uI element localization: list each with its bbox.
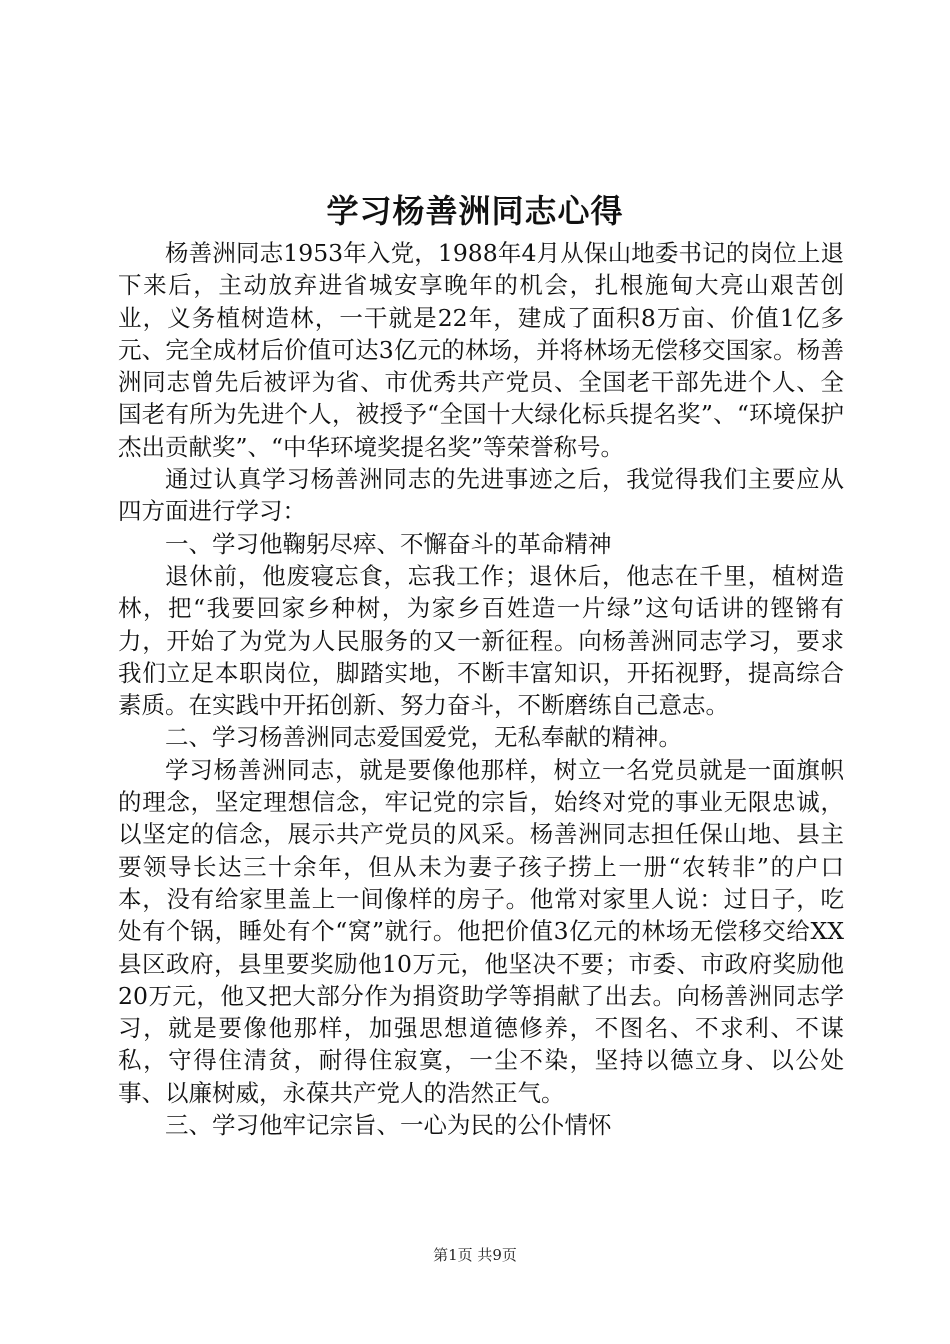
page-number-footer: 第1页 共9页 [433,1246,517,1264]
section-heading-1: 一、学习他鞠躬尽瘁、不懈奋斗的革命精神 [165,529,612,558]
document-body [118,237,844,1141]
paragraph-section-1: 退休前，他废寝忘食，忘我工作；退休后，他志在千里，植树造林，把“我要回家乡种树，为家乡百姓造一片绿”这句话讲的铿锵有力，开始了为党为人民服务的又一新征程。向杨善洲同志学习，要求我们立足本职岗位，脚踏实地，不断丰富知识，开拓视野，提高综合素质。在实践中开拓创新、努力奋斗，不断磨练自己意志。 [118,561,844,720]
section-heading-3: 三、学习他牢记宗旨、一心为民的公仆情怀 [165,1111,612,1140]
paragraph-intro: 杨善洲同志1953年入党，1988年4月从保山地委书记的岗位上退下来后，主动放弃进省城安享晚年的机会，扎根施甸大亮山艰苦创业，义务植树造林，一干就是22年，建成了面积8万亩、价值1亿多元、完全成材后价值可达3亿元的林场，并将林场无偿移交国家。杨善洲同志曾先后被评为省、市优秀共产党员、全国老干部先进个人、全国老有所为先进个人，被授予“全国十大绿化标兵提名奖”、“环境保护杰出贡献奖”、“中华环境奖提名奖”等荣誉称号。 [118,239,844,461]
document-title: 学习杨善洲同志心得 [326,192,624,230]
paragraph-overview: 通过认真学习杨善洲同志的先进事迹之后，我觉得我们主要应从四方面进行学习： [118,465,844,526]
paragraph-section-2: 学习杨善洲同志，就是要像他那样，树立一名党员就是一面旗帜的理念，坚定理想信念，牢记党的宗旨，始终对党的事业无限忠诚，以坚定的信念，展示共产党员的风采。杨善洲同志担任保山地、县主要领导长达三十余年，但从未为妻子孩子捞上一册“农转非”的户口本，没有给家里盖上一间像样的房子。他常对家里人说：过日子，吃处有个锅，睡处有个“窝”就行。他把价值3亿元的林场无偿移交给XX县区政府，县里要奖励他10万元，他坚决不要；市委、市政府奖励他20万元，他又把大部分作为捐资助学等捐献了出去。向杨善洲同志学习，就是要像他那样，加强思想道德修养，不图名、不求利、不谋私，守得住清贫，耐得住寂寞，一尘不染，坚持以德立身、以公处事、以廉树威，永葆共产党人的浩然正气。 [118,755,844,1107]
section-heading-2: 二、学习杨善洲同志爱国爱党，无私奉献的精神。 [165,723,682,752]
